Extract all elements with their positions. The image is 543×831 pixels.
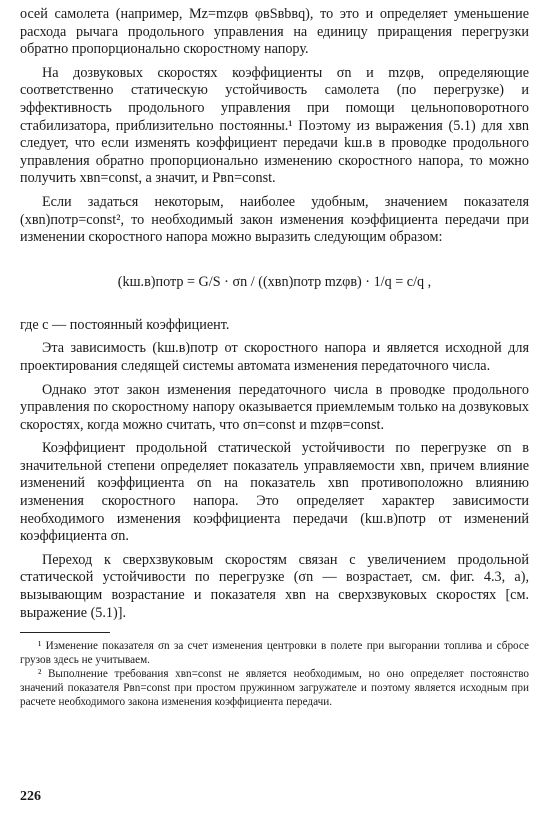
paragraph-7: Коэффициент продольной статической устойчивости по перегрузке σn в значительной степени определяет показатель управляемости xвn, причем влияние изменений коэффициента σn на показатель xвn противоположно влиянию изменения скоростного напора. Это определяет характер зависимости необходимого изменения коэффициента передачи (kш.в)потр от изменений коэффициента σn. xyxy=(20,440,529,545)
paragraph-5: Эта зависимость (kш.в)потр от скоростного напора и является исходной для проектирования следящей системы автомата изменения передаточного числа. xyxy=(20,340,529,374)
formula-block xyxy=(20,255,529,311)
paragraph-4: где c — постоянный коэффициент. xyxy=(20,316,230,333)
paragraph-3: Если задаться некоторым, наиболее удобным, значением показателя (xвn)потр=const², то необходимый закон изменения коэффициента передачи при изменении скоростного напора можно выразить следующим образом: xyxy=(20,193,529,246)
footnote-1: ¹ Изменение показателя σn за счет изменения центровки в полете при выгорании топлива и сбросе грузов здесь не учитываем. xyxy=(20,640,529,667)
paragraph-8: Переход к сверхзвуковым скоростям связан с увеличением продольной статической устойчивости по перегрузке (σn — возрастает, см. фиг. 4.3, а), вызывающим возрастание и показателя xвn на сверхзвуковых скоростях [см. выражение (5.1)]. xyxy=(20,551,529,621)
formula-text: (kш.в)потр = G/S · σn / ((xвn)потр mzφв) · 1/q = c/q , xyxy=(117,274,432,291)
paragraph-1: осей самолета (например, Mz=mzφв φвSвbвq), то это и определяет уменьшение расхода рычага продольного управления на единицу приращения перегрузки обратно пропорционально скоростному напору. xyxy=(20,6,529,58)
paragraph-6: Однако этот закон изменения передаточного числа в проводке продольного управления по скоростному напору оказывается приемлемым только на дозвуковых скоростях, когда можно считать, что σn=const и mzφв=const. xyxy=(20,381,529,433)
footnote-2: ² Выполнение требования xвn=const не является необходимым, но оно определяет постоянство значений показателя Pвn=const при простом пружинном загружателе и поэтому является исходным при расчете необходимого закона изменения коэффициента передачи. xyxy=(20,668,529,709)
footnote-divider xyxy=(20,632,110,633)
paragraph-2: На дозвуковых скоростях коэффициенты σn и mzφв, определяющие соответственно статическую устойчивость самолета (по перегрузке) и эффективность продольного управления при помощи цельноповоротного стабилизатора, приблизительно постоянны.¹ Поэтому из выражения (5.1) для xвn следует, что если изменять коэффициент передачи kш.в в проводке продольного управления обратно пропорционально изменению скоростного напора, то можно получить xвn=const, а значит, и Pвn=const. xyxy=(20,64,529,187)
page-number: 226 xyxy=(20,789,41,804)
